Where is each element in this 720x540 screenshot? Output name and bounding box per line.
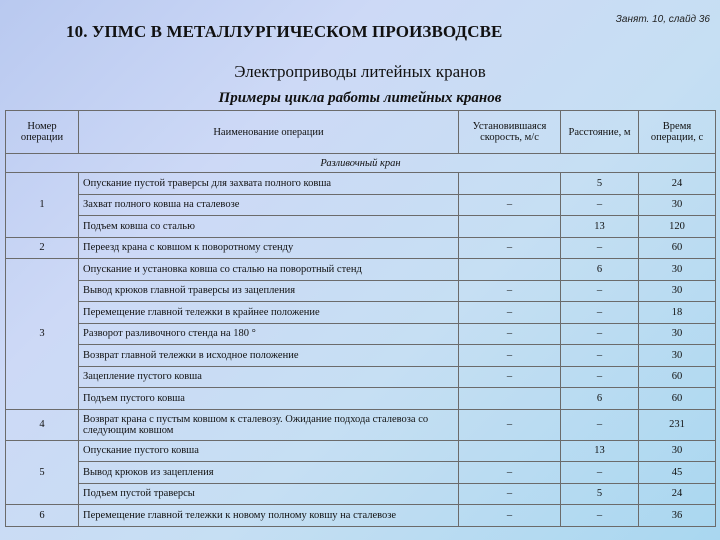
- operation-time: 30: [639, 194, 716, 216]
- slide-subtitle: Электроприводы литейных кранов: [234, 62, 486, 81]
- operation-name: Перемещение главной тележки к новому полному ковшу на сталевозе: [79, 505, 459, 527]
- operation-name: Зацепление пустого ковша: [79, 366, 459, 388]
- operation-speed: [459, 440, 561, 462]
- operation-speed: –: [459, 505, 561, 527]
- operation-name: Разворот разливочного стенда на 180 °: [79, 323, 459, 345]
- operation-time: 45: [639, 462, 716, 484]
- col-header-time: Время операции, с: [639, 111, 716, 154]
- operation-speed: –: [459, 345, 561, 367]
- table-row: [6, 388, 716, 410]
- operation-distance: –: [561, 323, 639, 345]
- operation-time: 231: [639, 409, 716, 440]
- operation-time: 120: [639, 216, 716, 238]
- operation-name: Вывод крюков из зацепления: [79, 462, 459, 484]
- operation-name: Опускание пустой траверсы для захвата полного ковша: [79, 173, 459, 195]
- operation-speed: –: [459, 280, 561, 302]
- operation-name: Подъем пустой траверсы: [79, 483, 459, 505]
- operation-number: 4: [6, 409, 79, 440]
- operation-distance: –: [561, 462, 639, 484]
- table-row: [6, 194, 716, 216]
- operation-distance: 6: [561, 259, 639, 281]
- table-row: [6, 216, 716, 238]
- operation-distance: 13: [561, 440, 639, 462]
- operation-distance: –: [561, 505, 639, 527]
- table-row: [6, 323, 716, 345]
- table-row: [6, 259, 716, 281]
- operation-time: 60: [639, 388, 716, 410]
- operation-distance: –: [561, 366, 639, 388]
- operation-number: 1: [6, 173, 79, 238]
- operation-number: 5: [6, 440, 79, 505]
- table-row: [6, 345, 716, 367]
- table-row: [6, 237, 716, 259]
- operation-speed: [459, 216, 561, 238]
- operation-name: Подъем пустого ковша: [79, 388, 459, 410]
- col-header-distance: Расстояние, м: [561, 111, 639, 154]
- operation-speed: [459, 259, 561, 281]
- operation-name: Захват полного ковша на сталевозе: [79, 194, 459, 216]
- operation-time: 24: [639, 173, 716, 195]
- operation-speed: –: [459, 237, 561, 259]
- operation-speed: –: [459, 366, 561, 388]
- table-row: [6, 462, 716, 484]
- table-row: [6, 409, 716, 440]
- operation-distance: –: [561, 302, 639, 324]
- operation-time: 30: [639, 280, 716, 302]
- operation-name: Возврат главной тележки в исходное положение: [79, 345, 459, 367]
- table-row: [6, 302, 716, 324]
- operation-time: 30: [639, 323, 716, 345]
- table-row: [6, 173, 716, 195]
- operation-distance: –: [561, 409, 639, 440]
- table-row: [6, 280, 716, 302]
- section-row: [6, 154, 716, 173]
- operation-number: 3: [6, 259, 79, 410]
- operation-distance: 5: [561, 173, 639, 195]
- operation-time: 30: [639, 440, 716, 462]
- operation-speed: –: [459, 409, 561, 440]
- slide-title: 10. УПМС В МЕТАЛЛУРГИЧЕСКОМ ПРОИЗВОДСВЕ: [66, 22, 503, 41]
- operation-name: Подъем ковша со сталью: [79, 216, 459, 238]
- col-header-number: Номер операции: [6, 111, 79, 154]
- operation-distance: –: [561, 194, 639, 216]
- operation-time: 60: [639, 366, 716, 388]
- col-header-speed: Установившаяся скорость, м/с: [459, 111, 561, 154]
- operation-time: 18: [639, 302, 716, 324]
- operation-distance: 13: [561, 216, 639, 238]
- slide-reference: Занят. 10, слайд 36: [615, 14, 710, 25]
- operation-distance: 5: [561, 483, 639, 505]
- operation-time: 60: [639, 237, 716, 259]
- operation-name: Переезд крана с ковшом к поворотному стенду: [79, 237, 459, 259]
- section-label: Разливочный кран: [6, 154, 716, 173]
- operation-name: Возврат крана с пустым ковшом к сталевозу. Ожидание подхода сталевоза со следующим ковшом: [79, 409, 459, 440]
- operation-time: 24: [639, 483, 716, 505]
- operation-speed: –: [459, 194, 561, 216]
- operation-time: 36: [639, 505, 716, 527]
- operation-name: Вывод крюков главной траверсы из зацепления: [79, 280, 459, 302]
- table-row: [6, 505, 716, 527]
- operation-number: 6: [6, 505, 79, 527]
- operation-speed: –: [459, 483, 561, 505]
- operation-time: 30: [639, 345, 716, 367]
- table-header-row: [6, 111, 716, 154]
- operation-distance: –: [561, 345, 639, 367]
- operation-name: Перемещение главной тележки в крайнее положение: [79, 302, 459, 324]
- operation-distance: –: [561, 237, 639, 259]
- col-header-name: Наименование операции: [79, 111, 459, 154]
- table-row: [6, 440, 716, 462]
- operation-speed: –: [459, 462, 561, 484]
- operation-distance: 6: [561, 388, 639, 410]
- operation-distance: –: [561, 280, 639, 302]
- table-row: [6, 366, 716, 388]
- table-caption: Примеры цикла работы литейных кранов: [218, 90, 502, 106]
- operations-table: [5, 110, 716, 527]
- operation-speed: [459, 173, 561, 195]
- operation-speed: –: [459, 323, 561, 345]
- table-row: [6, 483, 716, 505]
- operation-name: Опускание пустого ковша: [79, 440, 459, 462]
- operation-number: 2: [6, 237, 79, 259]
- operation-time: 30: [639, 259, 716, 281]
- operation-speed: [459, 388, 561, 410]
- operation-name: Опускание и установка ковша со сталью на поворотный стенд: [79, 259, 459, 281]
- operation-speed: –: [459, 302, 561, 324]
